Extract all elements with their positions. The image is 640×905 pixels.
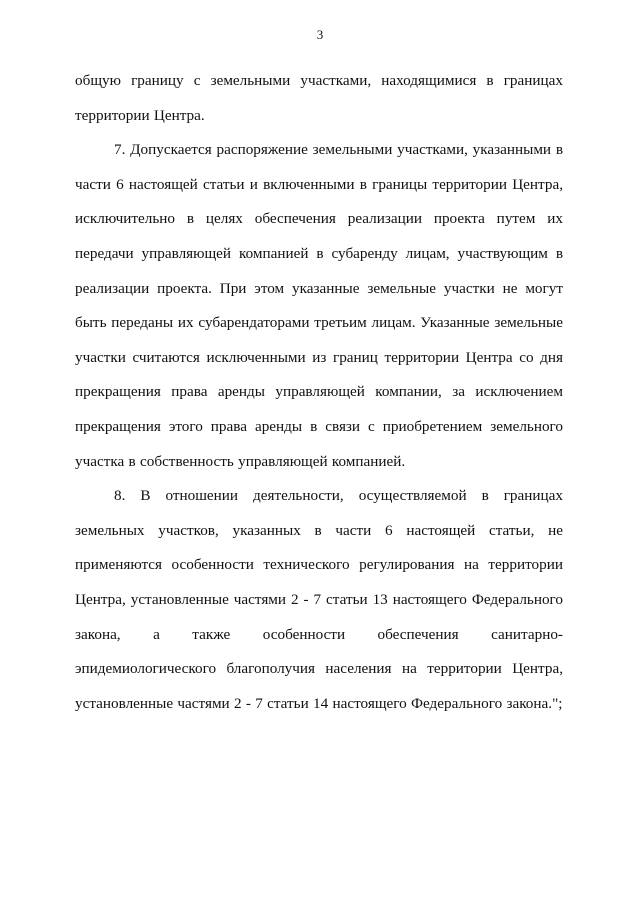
- paragraph-clause-7: 7. Допускается распоряжение земельными участками, указанными в части 6 настоящей статьи и включенными в границы территории Центра, исключительно в целях обеспечения реализации проекта путем их передачи управляющей компанией в субаренду лицам, участвующим в реализации проекта. При этом указанные земельные участки не могут быть переданы их субарендаторами третьим лицам. Указанные земельные участки считаются исключенными из границ территории Центра со дня прекращения права аренды управляющей компании, за исключением прекращения этого права аренды в связи с приобретением земельного участка в собственность управляющей компанией.: [75, 141, 563, 470]
- paragraph-clause-8: 8. В отношении деятельности, осуществляемой в границах земельных участков, указанных в части 6 настоящей статьи, не применяются особенности технического регулирования на территории Центра, установленные частями 2 - 7 статьи 13 настоящего Федерального закона, а также особенности обеспечения санитарно-эпидемиологического благополучия населения на территории Центра, установленные частями 2 - 7 статьи 14 настоящего Федерального закона.";: [75, 487, 563, 712]
- page-number: 3: [316, 27, 324, 42]
- paragraph-continuation: общую границу с земельными участками, находящимися в границах территории Центра.: [75, 72, 563, 124]
- document-body: [75, 64, 563, 721]
